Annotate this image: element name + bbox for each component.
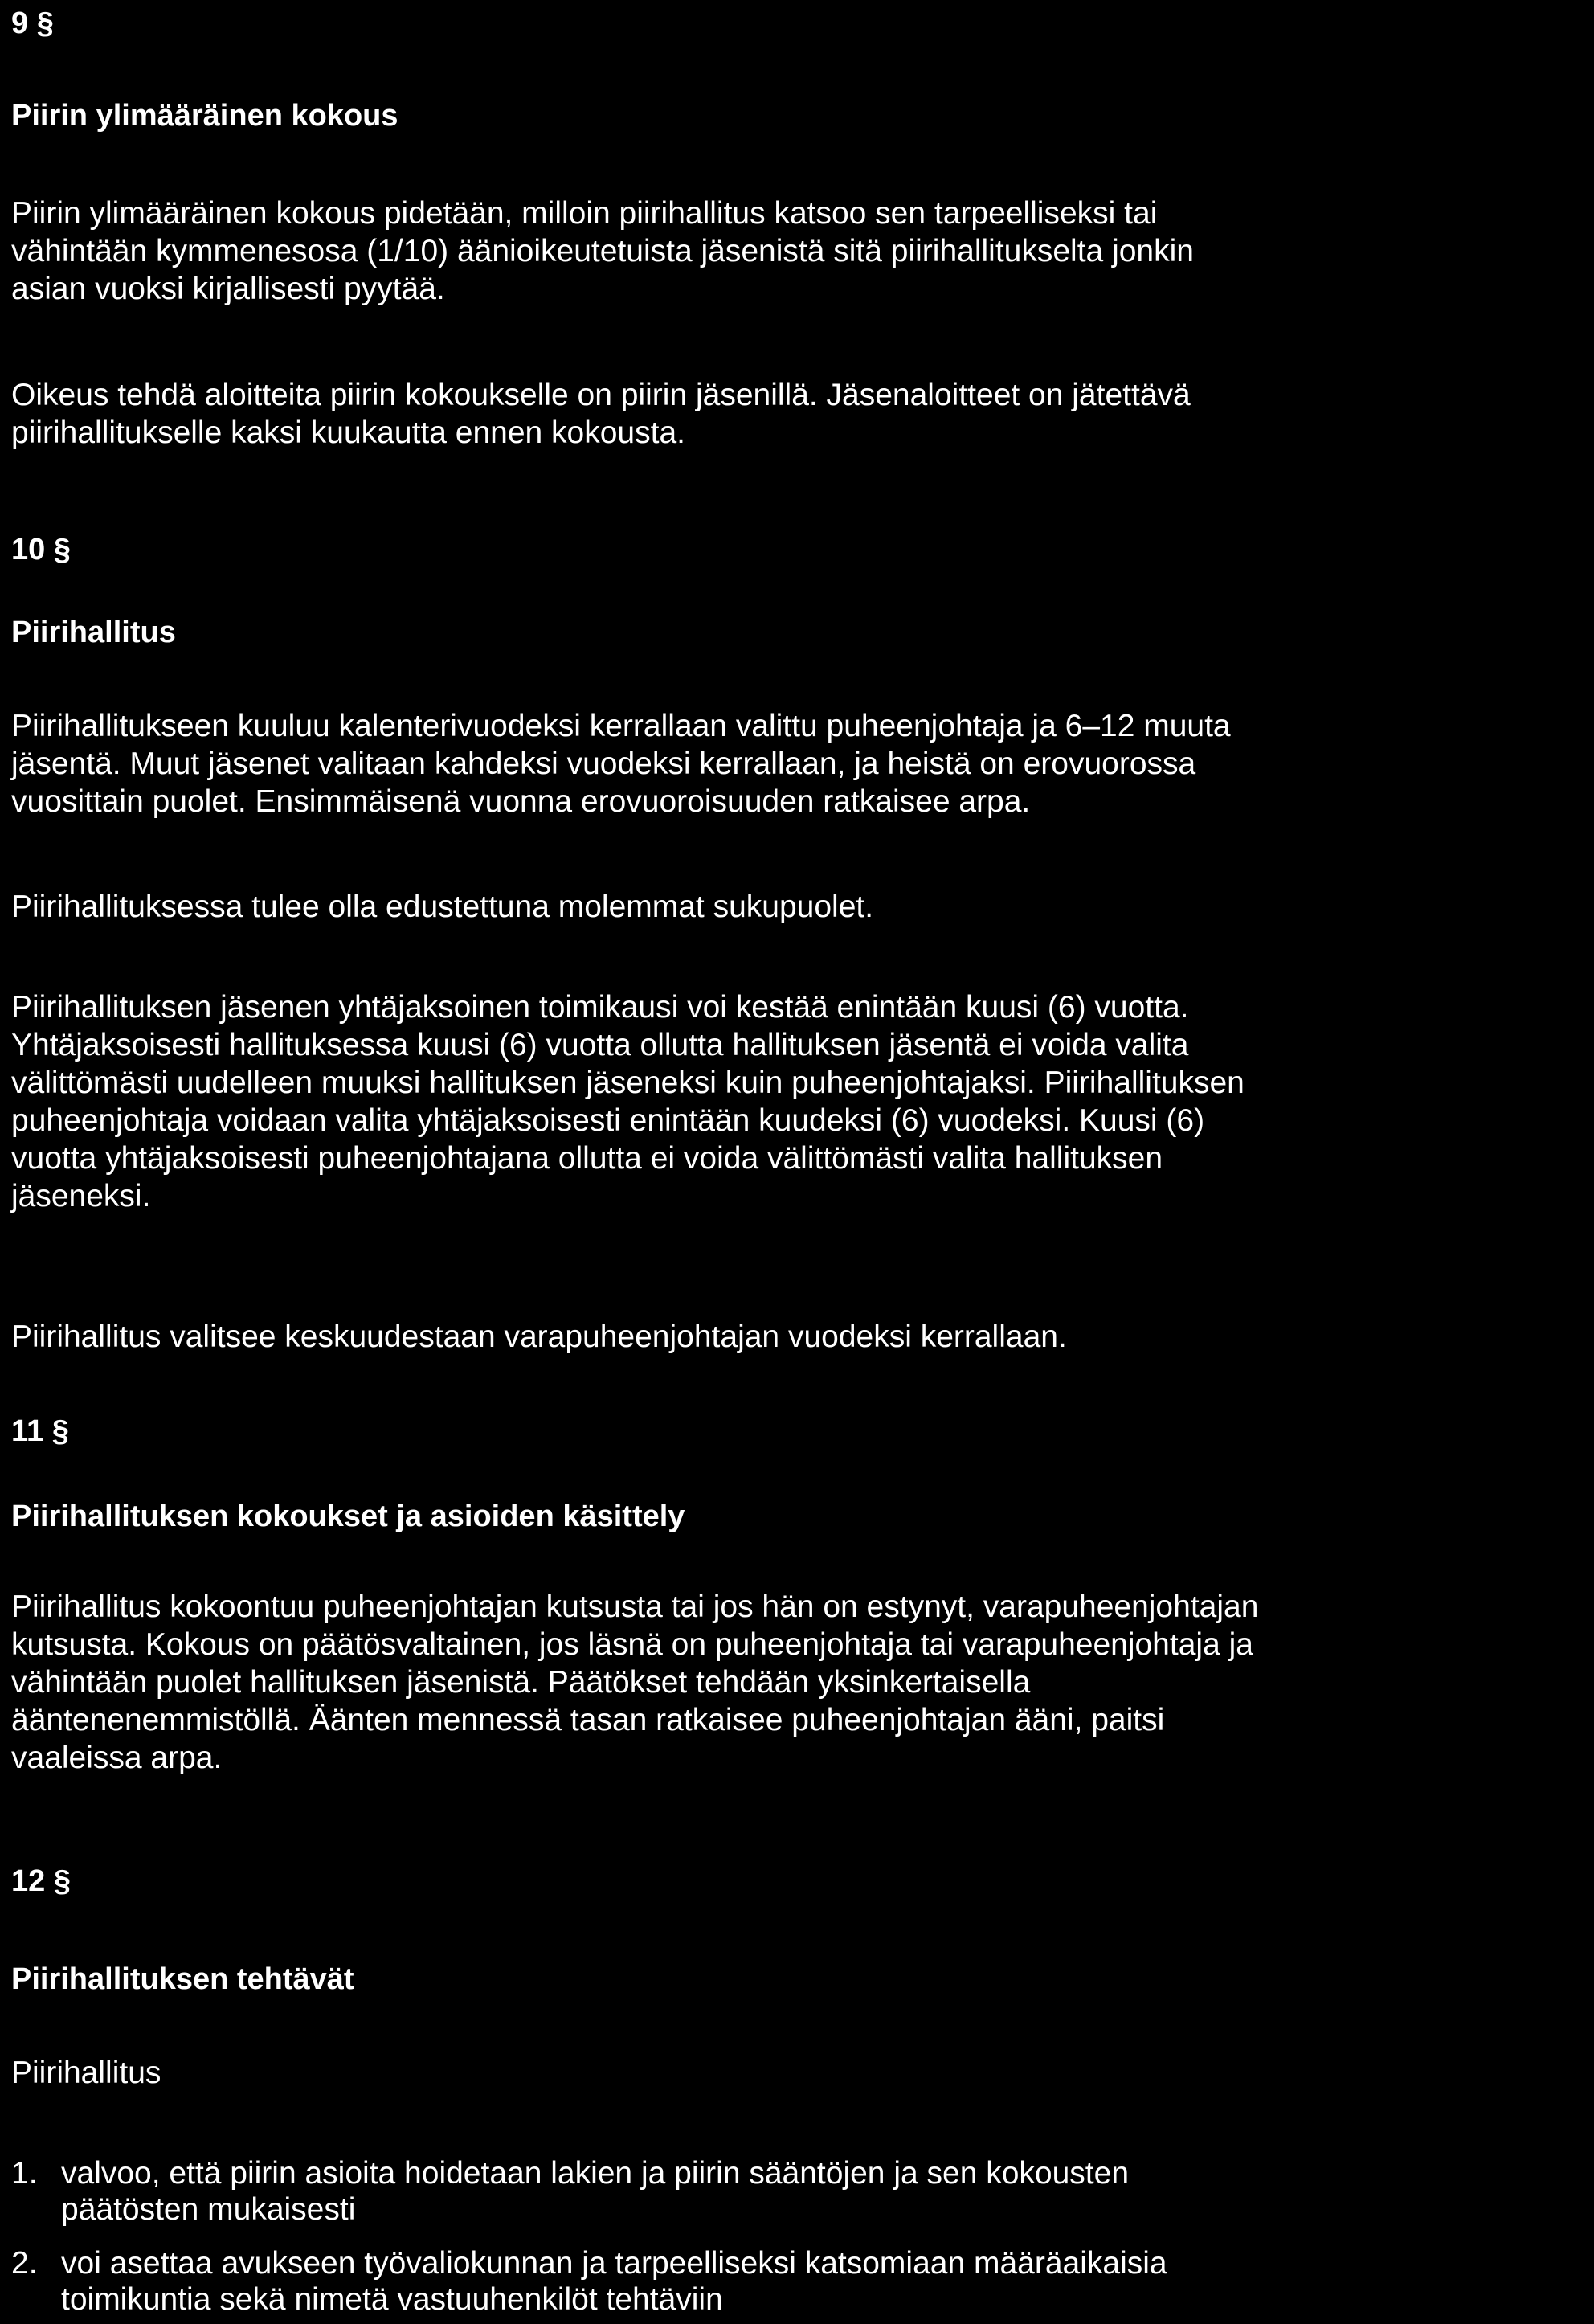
text-line: asian vuoksi kirjallisesti pyytää. bbox=[11, 272, 445, 306]
list-item-text bbox=[61, 2155, 1129, 2228]
text-line: voi asettaa avukseen työvaliokunnan ja tarpeelliseksi katsomiaan määräaikaisia bbox=[61, 2246, 1167, 2281]
list-item-2 bbox=[11, 2245, 1167, 2318]
text-line: Piirihallituksen jäsenen yhtäjaksoinen toimikausi voi kestää enintään kuusi (6) vuotta. bbox=[11, 990, 1189, 1025]
section-title-10: Piirihallitus bbox=[11, 616, 176, 649]
section-9-paragraph-1 bbox=[11, 194, 1586, 308]
list-item-1 bbox=[11, 2155, 1129, 2228]
text-line: Piirihallitus kokoontuu puheenjohtajan kutsusta tai jos hän on estynyt, varapuheenjohtajan bbox=[11, 1590, 1259, 1624]
list-item-text bbox=[61, 2245, 1167, 2318]
section-number-9: 9 § bbox=[11, 6, 54, 40]
section-9-paragraph-2 bbox=[11, 376, 1586, 452]
text-line: välittömästi uudelleen muuksi hallituksen jäseneksi kuin puheenjohtajaksi. Piirihallituksen bbox=[11, 1066, 1245, 1100]
section-title-12: Piirihallituksen tehtävät bbox=[11, 1962, 354, 1996]
section-title-11: Piirihallituksen kokoukset ja asioiden käsittely bbox=[11, 1500, 685, 1533]
text-line: vuotta yhtäjaksoisesti puheenjohtajana ollutta ei voida välittömästi valita hallituksen bbox=[11, 1141, 1163, 1176]
text-line: Piirihallitukseen kuuluu kalenterivuodeksi kerrallaan valittu puheenjohtaja ja 6–12 muuta bbox=[11, 709, 1231, 743]
list-item-number: 2. bbox=[11, 2246, 38, 2281]
text-line: toimikuntia sekä nimetä vastuuhenkilöt tehtäviin bbox=[61, 2282, 723, 2317]
text-line: kutsusta. Kokous on päätösvaltainen, jos läsnä on puheenjohtaja tai varapuheenjohtaja ja bbox=[11, 1627, 1253, 1662]
section-number-10: 10 § bbox=[11, 533, 71, 567]
section-10-paragraph-3 bbox=[11, 988, 1586, 1215]
text-line: piirihallitukselle kaksi kuukautta ennen kokousta. bbox=[11, 415, 685, 450]
text-line: jäseneksi. bbox=[11, 1179, 151, 1213]
text-line: vähintään puolet hallituksen jäsenistä. Päätökset tehdään yksinkertaisella bbox=[11, 1665, 1031, 1700]
text-line: ääntenenemmistöllä. Äänten mennessä tasan ratkaisee puheenjohtajan ääni, paitsi bbox=[11, 1703, 1165, 1737]
section-number-12: 12 § bbox=[11, 1864, 71, 1898]
text-line: jäsentä. Muut jäsenet valitaan kahdeksi vuodeksi kerrallaan, ja heistä on erovuorossa bbox=[11, 747, 1196, 781]
section-title-9: Piirin ylimääräinen kokous bbox=[11, 99, 398, 133]
text-line: vähintään kymmenesosa (1/10) äänioikeutetuista jäsenistä sitä piirihallitukselta jonkin bbox=[11, 234, 1194, 268]
text-line: valvoo, että piirin asioita hoidetaan lakien ja piirin sääntöjen ja sen kokousten bbox=[61, 2156, 1130, 2191]
section-12-intro: Piirihallitus bbox=[11, 2056, 161, 2090]
text-line: Piirin ylimääräinen kokous pidetään, milloin piirihallitus katsoo sen tarpeelliseksi tai bbox=[11, 196, 1158, 231]
text-line: Piirihallituksessa tulee olla edustettuna molemmat sukupuolet. bbox=[11, 890, 874, 924]
section-10-paragraph-1 bbox=[11, 707, 1586, 820]
section-11-paragraph-1 bbox=[11, 1588, 1586, 1777]
text-line: Oikeus tehdä aloitteita piirin kokoukselle on piirin jäsenillä. Jäsenaloitteet on jätettävä bbox=[11, 378, 1191, 412]
section-10-paragraph-4 bbox=[11, 1318, 1586, 1356]
text-line: vaaleissa arpa. bbox=[11, 1741, 223, 1775]
text-line: Piirihallitus valitsee keskuudestaan varapuheenjohtajan vuodeksi kerrallaan. bbox=[11, 1320, 1067, 1354]
section-number-11: 11 § bbox=[11, 1414, 69, 1448]
list-item-number: 1. bbox=[11, 2156, 38, 2191]
section-10-paragraph-2 bbox=[11, 888, 1586, 926]
text-line: puheenjohtaja voidaan valita yhtäjaksoisesti enintään kuudeksi (6) vuodeksi. Kuusi (6) bbox=[11, 1103, 1205, 1138]
text-line: vuosittain puolet. Ensimmäisenä vuonna erovuoroisuuden ratkaisee arpa. bbox=[11, 784, 1031, 819]
text-line: Yhtäjaksoisesti hallituksessa kuusi (6) vuotta ollutta hallituksen jäsentä ei voida valita bbox=[11, 1028, 1189, 1062]
text-line: päätösten mukaisesti bbox=[61, 2192, 356, 2227]
